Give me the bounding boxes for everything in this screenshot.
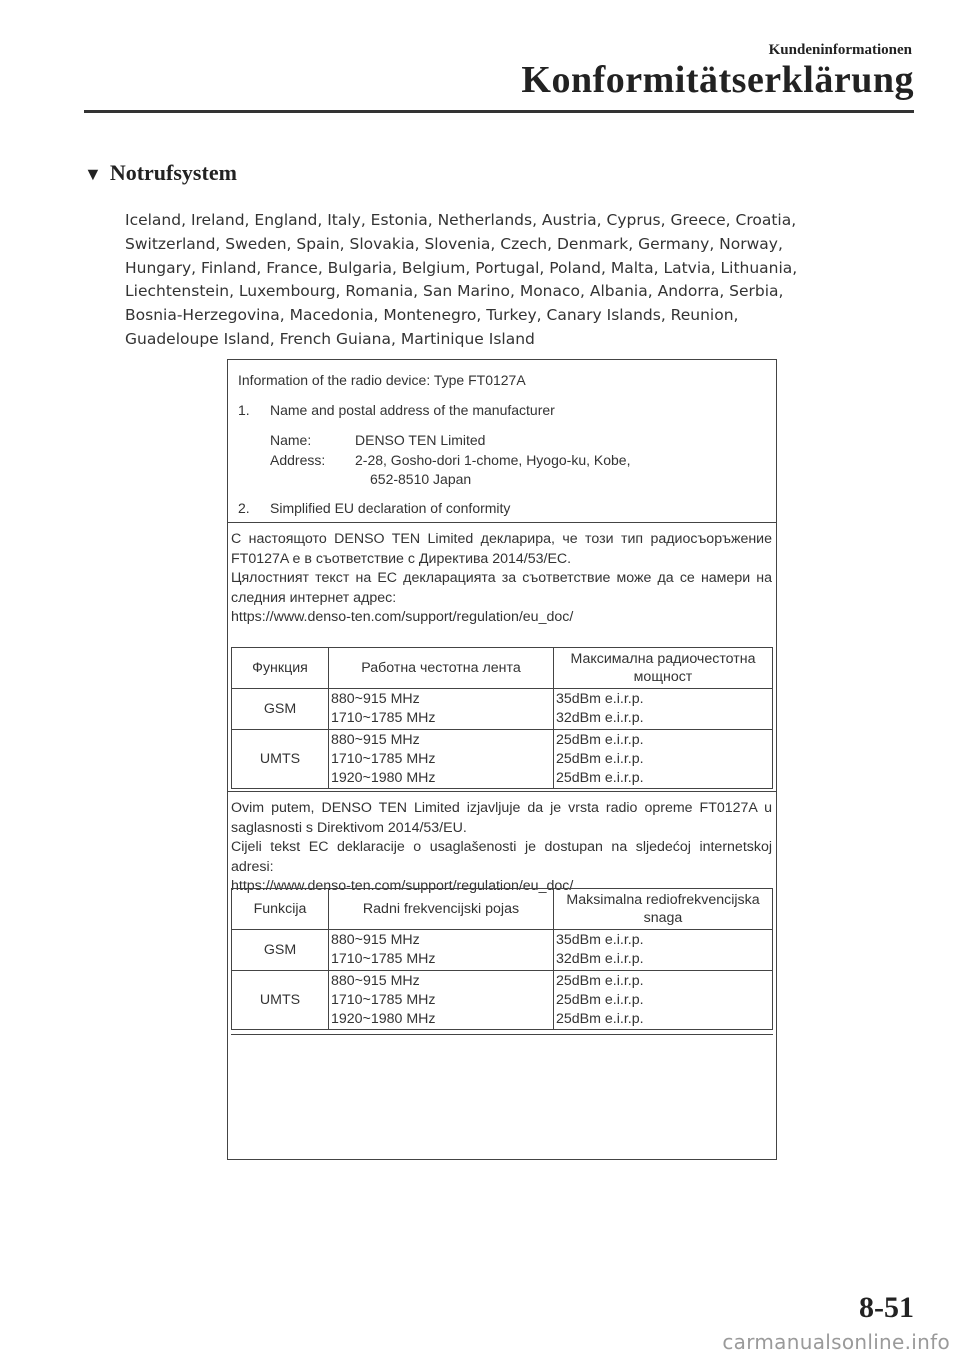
- table-header: Работна честотна лента: [329, 648, 554, 689]
- croatian-declaration: [228, 791, 776, 1031]
- table-cell: [554, 971, 773, 1030]
- bulgarian-declaration: [228, 522, 776, 798]
- country-list: [125, 209, 885, 352]
- power-value: 25dBm e.i.r.p.: [556, 769, 644, 786]
- band-value: 1920~1980 MHz: [331, 769, 436, 786]
- blank-area-divider: [231, 1034, 773, 1035]
- header-rule: [84, 110, 914, 113]
- declaration-paragraph: Ovim putem, DENSO TEN Limited izjavljuje da je vrsta radio opreme FT0127A u saglasnosti s Direktivom 2014/53/EU.: [231, 800, 772, 836]
- power-value: 25dBm e.i.r.p.: [556, 991, 644, 1008]
- table-row: [232, 971, 773, 1030]
- item-number: 2.: [238, 500, 250, 516]
- band-value: 1710~1785 MHz: [331, 991, 436, 1008]
- declaration-paragraph: Cijeli tekst EC deklaracije o usaglašenosti je dostupan na sljedećoj internetskoj adresi:: [231, 839, 772, 875]
- country-line: Switzerland, Sweden, Spain, Slovakia, Slovenia, Czech, Denmark, Germany, Norway,: [125, 234, 783, 253]
- table-row: [232, 930, 773, 971]
- name-value: DENSO TEN Limited: [355, 432, 486, 448]
- table-cell: [329, 930, 554, 971]
- section-title-text: Notrufsystem: [109, 160, 237, 185]
- band-value: 880~915 MHz: [331, 932, 420, 948]
- table-cell: [554, 930, 773, 971]
- table-header: Функция: [232, 648, 329, 689]
- address-key: Address:: [270, 452, 326, 468]
- table-cell: GSM: [232, 689, 329, 730]
- table-cell: [554, 730, 773, 789]
- name-key: Name:: [270, 432, 312, 448]
- declaration-text: [228, 523, 776, 628]
- country-line: Guadeloupe Island, French Guiana, Martinique Island: [125, 329, 535, 348]
- table-header: Maksimalna rediofrekvencijska snaga: [554, 889, 773, 930]
- power-value: 32dBm e.i.r.p.: [556, 710, 644, 726]
- table-header: Radni frekvencijski pojas: [329, 889, 554, 930]
- table-cell: [554, 689, 773, 730]
- declaration-text: [228, 792, 776, 897]
- item-number: 1.: [238, 402, 250, 418]
- chapter-label: Kundeninformationen: [768, 42, 912, 58]
- band-value: 1710~1785 MHz: [331, 951, 436, 967]
- frequency-table: [231, 647, 773, 789]
- item-label: Name and postal address of the manufacturer: [270, 402, 555, 418]
- power-value: 25dBm e.i.r.p.: [556, 731, 644, 748]
- triangle-down-icon: ▼: [84, 164, 102, 184]
- address-line: 652-8510 Japan: [370, 471, 472, 487]
- country-line: Liechtenstein, Luxembourg, Romania, San Marino, Monaco, Albania, Andorra, Serbia,: [125, 282, 784, 301]
- power-value: 35dBm e.i.r.p.: [556, 932, 644, 948]
- device-info: [228, 360, 776, 520]
- table-cell: GSM: [232, 930, 329, 971]
- power-value: 25dBm e.i.r.p.: [556, 972, 644, 989]
- device-info-title: Information of the radio device: Type FT0127A: [238, 372, 526, 388]
- address-line: 2-28, Gosho-dori 1-chome, Hyogo-ku, Kobe,: [355, 452, 631, 468]
- table-cell: [329, 730, 554, 789]
- declaration-paragraph: С настоящото DENSO TEN Limited декларира, че този тип радиосъоръжение FT0127A е в съответствие с Директива 2014/53/EC.: [231, 531, 772, 567]
- power-value: 25dBm e.i.r.p.: [556, 1010, 644, 1027]
- section-title: [84, 160, 237, 186]
- country-line: Bosnia-Herzegovina, Macedonia, Montenegro, Turkey, Canary Islands, Reunion,: [125, 306, 739, 325]
- band-value: 880~915 MHz: [331, 972, 420, 989]
- table-cell: [329, 689, 554, 730]
- declaration-item: [238, 500, 511, 516]
- country-line: Iceland, Ireland, England, Italy, Estonia, Netherlands, Austria, Cyprus, Greece, Croatia,: [125, 211, 797, 229]
- table-header: Funkcija: [232, 889, 329, 930]
- footer-watermark[interactable]: carmanualsonline.info: [722, 1330, 950, 1354]
- declaration-url: https://www.denso-ten.com/support/regulation/eu_doc/: [231, 878, 574, 895]
- declaration-url: https://www.denso-ten.com/support/regulation/eu_doc/: [231, 609, 574, 626]
- band-value: 1710~1785 MHz: [331, 750, 436, 767]
- declaration-paragraph: Цялостният текст на EC декларацията за съответствие може да се намери на следния интернет адрес:: [231, 570, 772, 606]
- table-row: [232, 730, 773, 789]
- table-cell: UMTS: [232, 971, 329, 1030]
- band-value: 1920~1980 MHz: [331, 1010, 436, 1027]
- frequency-table: [231, 888, 773, 1030]
- power-value: 32dBm e.i.r.p.: [556, 951, 644, 967]
- page-title: Konformitätserklärung: [521, 59, 914, 101]
- power-value: 25dBm e.i.r.p.: [556, 750, 644, 767]
- table-row: [232, 689, 773, 730]
- page-number: 8-51: [859, 1291, 914, 1324]
- item-label: Simplified EU declaration of conformity: [270, 500, 511, 516]
- declaration-box: [227, 359, 777, 1160]
- table-cell: [329, 971, 554, 1030]
- band-value: 1710~1785 MHz: [331, 710, 436, 726]
- band-value: 880~915 MHz: [331, 691, 420, 707]
- power-value: 35dBm e.i.r.p.: [556, 691, 644, 707]
- manufacturer-item: [238, 402, 555, 418]
- table-header: Максимална радиочестотна мощност: [554, 648, 773, 689]
- country-line: Hungary, Finland, France, Bulgaria, Belgium, Portugal, Poland, Malta, Latvia, Lithuania,: [125, 258, 798, 277]
- band-value: 880~915 MHz: [331, 731, 420, 748]
- table-cell: UMTS: [232, 730, 329, 789]
